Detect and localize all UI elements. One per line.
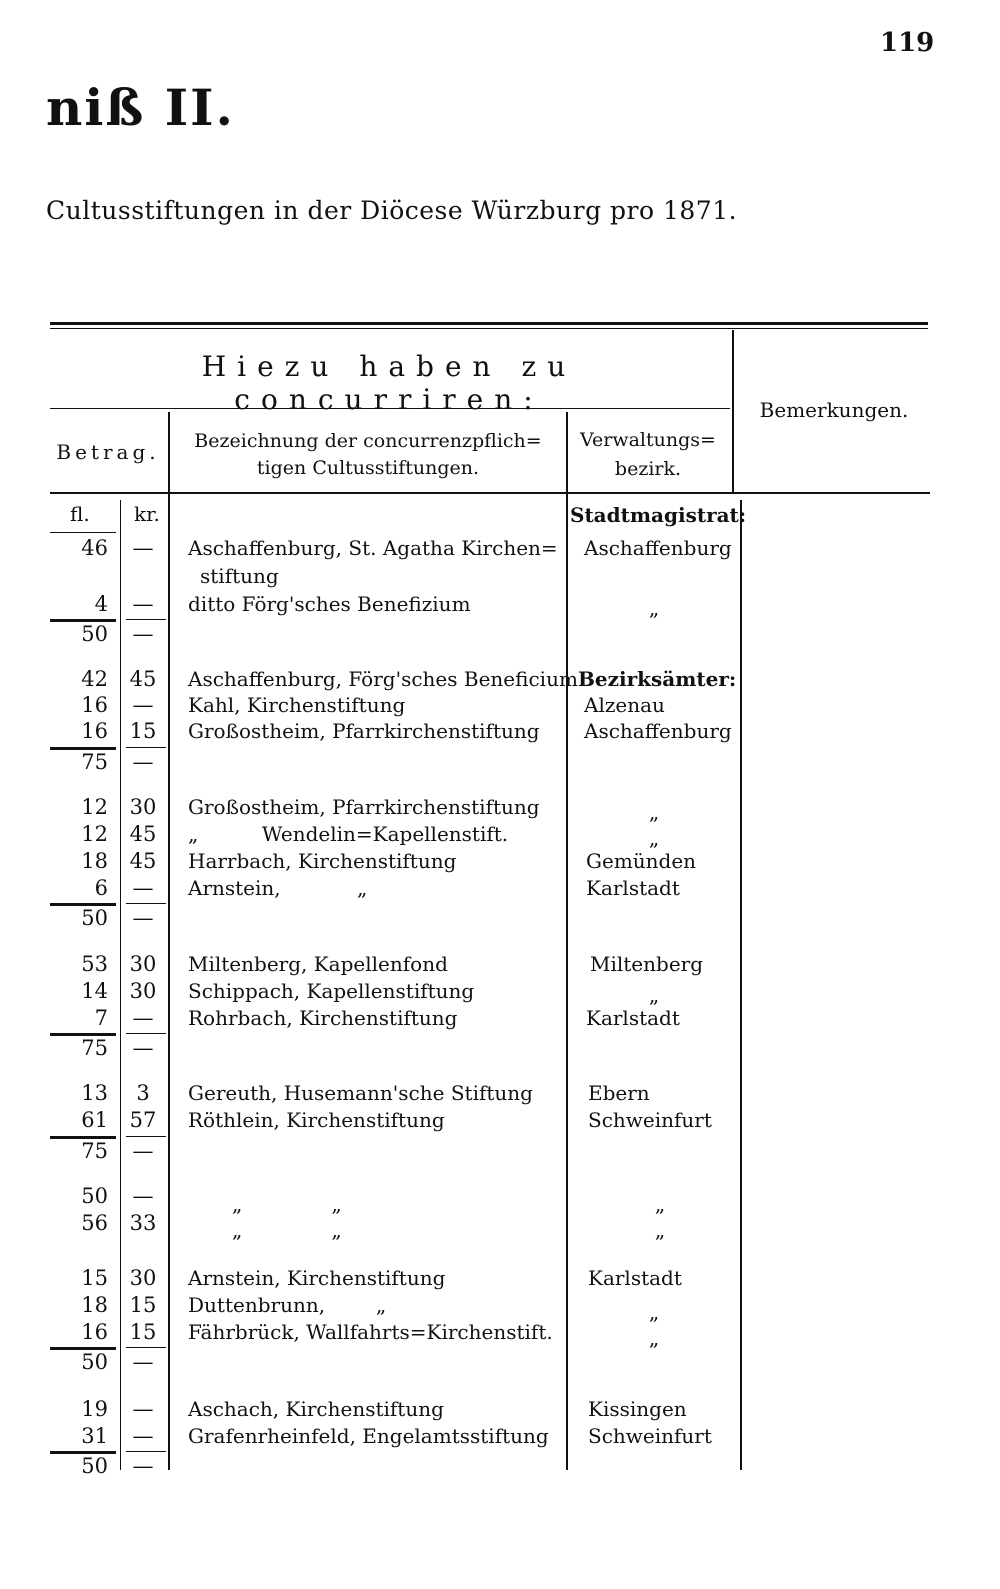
- table-row-description: Miltenberg, Kapellenfond: [188, 952, 448, 976]
- table-row-district: „: [648, 983, 660, 1007]
- remarks-header-rule: [730, 492, 930, 494]
- table-row-description: Schippach, Kapellenstiftung: [188, 979, 475, 1003]
- table-row-district: Aschaffenburg: [584, 719, 732, 743]
- subtotal-fl: 50: [81, 1454, 108, 1478]
- table-row-description: Harrbach, Kirchenstiftung: [188, 849, 457, 873]
- table-row-fl: 7: [94, 1006, 108, 1030]
- table-row-kr: —: [132, 876, 154, 900]
- remarks-header: Bemerkungen.: [759, 398, 909, 422]
- table-row-description: Grafenrheinfeld, Engelamtsstiftung: [188, 1424, 549, 1448]
- table-row-description: Großostheim, Pfarrkirchenstiftung: [188, 719, 540, 743]
- table-row-description: „ Wendelin=Kapellenstift.: [188, 822, 509, 846]
- district-header-line1: Verwaltungs=: [580, 429, 716, 451]
- subtotal-kr: —: [132, 1036, 154, 1060]
- table-row-fl: 12: [81, 795, 108, 819]
- table-row-description: Arnstein, Kirchenstiftung: [188, 1266, 446, 1290]
- table-row-kr: —: [132, 1424, 154, 1448]
- table-row-fl: 31: [81, 1424, 108, 1448]
- table-row-kr: —: [132, 592, 154, 616]
- table-row-description: Großostheim, Pfarrkirchenstiftung: [188, 795, 540, 819]
- table-row-fl: 46: [81, 536, 108, 560]
- table-row-district: Aschaffenburg: [584, 536, 732, 560]
- table-row-fl: 14: [81, 979, 108, 1003]
- table-row-fl: 16: [81, 719, 108, 743]
- table-row-description: Aschaffenburg, St. Agatha Kirchen=: [188, 536, 558, 560]
- table-row-description: Röthlein, Kirchenstiftung: [188, 1108, 445, 1132]
- description-header: [172, 428, 564, 482]
- subtotal-fl: 75: [81, 1036, 108, 1060]
- district-header: [568, 426, 728, 484]
- table-row-district: „: [648, 596, 660, 620]
- remarks-column-divider: [732, 330, 734, 494]
- table-row-fl: 18: [81, 849, 108, 873]
- table-row-fl: 6: [94, 876, 108, 900]
- table-row-kr: —: [132, 1184, 154, 1208]
- table-row-kr: —: [132, 1397, 154, 1421]
- table-row-district: „: [648, 826, 660, 850]
- table-row-district: Schweinfurt: [588, 1108, 712, 1132]
- subtotal-fl: 50: [81, 1350, 108, 1374]
- description-header-line1: Bezeichnung der concurrenzpflich=: [194, 430, 542, 452]
- table-row-district: „: [654, 1218, 666, 1242]
- table-row-district: „: [654, 1192, 666, 1216]
- table-row-kr: —: [132, 1006, 154, 1030]
- table-row-description: Rohrbach, Kirchenstiftung: [188, 1006, 458, 1030]
- table-row-description-cont: stiftung: [200, 564, 279, 588]
- table-row-kr: 30: [129, 795, 157, 819]
- table-row-kr: 45: [129, 849, 157, 873]
- page-heading: niß II.: [46, 78, 235, 137]
- table-row-kr: 15: [129, 719, 157, 743]
- subtotal-kr: —: [132, 622, 154, 646]
- subtotal-rule: [126, 1033, 166, 1034]
- table-row-description: Aschaffenburg, Förg'sches Beneficium: [188, 667, 578, 691]
- subtotal-kr: —: [132, 1139, 154, 1163]
- header-bottom-rule: [50, 492, 730, 494]
- table-row-kr: 30: [129, 979, 157, 1003]
- table-row-district: „: [648, 1300, 660, 1324]
- table-row-fl: 50: [81, 1184, 108, 1208]
- section-stadtmagistrat: Stadtmagistrat:: [570, 503, 747, 527]
- table-row-fl: 13: [81, 1081, 108, 1105]
- table-row-kr: 30: [129, 1266, 157, 1290]
- amount-column-divider: [168, 412, 170, 1470]
- table-top-rule: [50, 322, 928, 325]
- table-row-district: „: [648, 1326, 660, 1350]
- table-row-fl: 16: [81, 693, 108, 717]
- subtotal-kr: —: [132, 750, 154, 774]
- table-row-district: Schweinfurt: [588, 1424, 712, 1448]
- table-row-district: Alzenau: [584, 693, 665, 717]
- table-row-description: Aschach, Kirchenstiftung: [188, 1397, 444, 1421]
- table-row-fl: 15: [81, 1266, 108, 1290]
- fl-kr-divider: [120, 500, 121, 1470]
- table-row-fl: 19: [81, 1397, 108, 1421]
- table-row-kr: 30: [129, 952, 157, 976]
- table-row-fl: 18: [81, 1293, 108, 1317]
- subtotal-rule: [126, 1451, 166, 1452]
- table-row-fl: 42: [81, 667, 108, 691]
- district-right-divider: [740, 500, 742, 1470]
- table-row-kr: —: [132, 693, 154, 717]
- table-row-kr: 57: [129, 1108, 157, 1132]
- table-row-kr: 33: [129, 1211, 157, 1235]
- table-row-description: „ „: [232, 1218, 342, 1242]
- table-row-fl: 61: [81, 1108, 108, 1132]
- table-row-description: Kahl, Kirchenstiftung: [188, 693, 406, 717]
- table-row-fl: 12: [81, 822, 108, 846]
- subtotal-rule: [126, 619, 166, 620]
- table-row-kr: 45: [129, 822, 157, 846]
- table-row-kr: 45: [129, 667, 157, 691]
- subtotal-fl: 75: [81, 1139, 108, 1163]
- table-row-description: „ „: [232, 1192, 342, 1216]
- table-row-fl: 16: [81, 1320, 108, 1344]
- group-header: Hiezu haben zu concurriren:: [201, 350, 577, 416]
- table-row-district: „: [648, 800, 660, 824]
- table-row-description: Arnstein, „: [188, 876, 368, 900]
- table-row-district: Gemünden: [586, 849, 697, 873]
- subtotal-rule: [126, 747, 166, 748]
- document-subtitle: Cultusstiftungen in der Diöcese Würzburg pro 1871.: [46, 196, 738, 225]
- table-row-fl: 4: [94, 592, 108, 616]
- amount-header: Betrag.: [56, 440, 160, 464]
- page-number: 119: [880, 28, 935, 58]
- table-row-description: ditto Förg'sches Benefizium: [188, 592, 471, 616]
- subtotal-rule: [126, 1347, 166, 1348]
- table-row-kr: —: [132, 536, 154, 560]
- subtotal-kr: —: [132, 906, 154, 930]
- table-row-district: Ebern: [588, 1081, 650, 1105]
- section-bezirksaemter: Bezirksämter:: [578, 667, 737, 691]
- table-row-district: Karlstadt: [586, 876, 680, 900]
- units-rule: [50, 532, 116, 533]
- subtotal-rule: [126, 1136, 166, 1137]
- fl-unit-label: fl.: [70, 502, 90, 526]
- table-row-fl: 56: [81, 1211, 108, 1235]
- table-row-fl: 53: [81, 952, 108, 976]
- table-row-description: Gereuth, Husemann'sche Stiftung: [188, 1081, 533, 1105]
- table-row-district: Kissingen: [588, 1397, 687, 1421]
- table-row-description: Fährbrück, Wallfahrts=Kirchenstift.: [188, 1320, 553, 1344]
- subtotal-fl: 50: [81, 906, 108, 930]
- subtotal-fl: 75: [81, 750, 108, 774]
- table-row-kr: 15: [129, 1293, 157, 1317]
- kr-unit-label: kr.: [134, 502, 160, 526]
- description-header-line2: tigen Cultusstiftungen.: [256, 457, 480, 479]
- subtotal-fl: 50: [81, 622, 108, 646]
- table-row-district: Karlstadt: [586, 1006, 680, 1030]
- table-row-kr: 3: [136, 1081, 150, 1105]
- subtotal-kr: —: [132, 1454, 154, 1478]
- subtotal-kr: —: [132, 1350, 154, 1374]
- district-header-line2: bezirk.: [614, 458, 682, 480]
- table-row-district: Miltenberg: [590, 952, 704, 976]
- table-top-rule-thin: [50, 328, 928, 329]
- subtotal-rule: [126, 903, 166, 904]
- table-row-kr: 15: [129, 1320, 157, 1344]
- table-row-description: Duttenbrunn, „: [188, 1293, 387, 1317]
- table-row-district: Karlstadt: [588, 1266, 682, 1290]
